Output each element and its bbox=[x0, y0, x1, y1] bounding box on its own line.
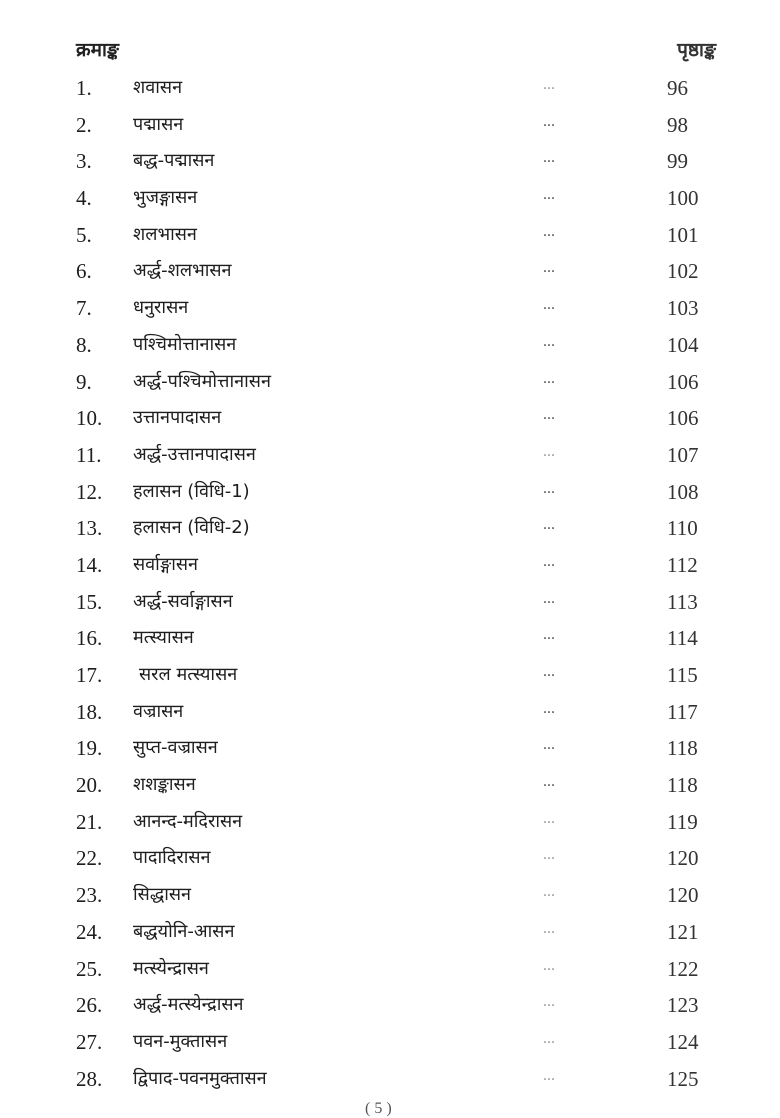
entry-page: 99 bbox=[667, 149, 688, 174]
entry-number: 26. bbox=[76, 993, 103, 1018]
leader-dots: ... bbox=[543, 479, 555, 497]
entry-number: 23. bbox=[76, 883, 103, 908]
entry-number: 17. bbox=[76, 663, 103, 687]
entry-number: 19. bbox=[76, 736, 103, 761]
entry-title: बद्धयोनि-आसन bbox=[133, 920, 235, 942]
entry-title: सरल मत्स्यासन bbox=[139, 664, 238, 685]
entry-title: उत्तानपादासन bbox=[133, 407, 222, 429]
entry-title: हलासन (विधि-1) bbox=[133, 480, 250, 502]
entry-page: 100 bbox=[667, 186, 699, 211]
leader-dots: ... bbox=[543, 773, 555, 791]
entry-page: 118 bbox=[667, 736, 698, 761]
toc-row bbox=[0, 951, 780, 988]
entry-page: 119 bbox=[667, 809, 698, 834]
leader-dots: ... bbox=[543, 809, 555, 827]
entry-title: पद्मासन bbox=[133, 113, 184, 135]
entry-number: 15. bbox=[76, 589, 103, 614]
entry-number: 4. bbox=[76, 186, 92, 211]
leader-dots: ... bbox=[543, 76, 555, 93]
leader-dots: ... bbox=[543, 663, 555, 680]
entry-page: 113 bbox=[667, 589, 698, 614]
entry-number: 27. bbox=[76, 1029, 103, 1054]
entry-page: 102 bbox=[667, 259, 699, 284]
entry-number: 28. bbox=[76, 1066, 103, 1091]
entry-page: 120 bbox=[667, 883, 699, 908]
entry-title: आनन्द-मदिरासन bbox=[133, 810, 243, 832]
toc-row bbox=[0, 840, 780, 877]
leader-dots: ... bbox=[543, 222, 555, 240]
toc-row bbox=[0, 584, 780, 621]
leader-dots: ... bbox=[543, 736, 555, 754]
entry-number: 14. bbox=[76, 552, 103, 577]
leader-dots: ... bbox=[543, 846, 555, 864]
entry-title: शलभासन bbox=[133, 223, 197, 245]
entry-number: 21. bbox=[76, 809, 103, 834]
toc-row bbox=[0, 180, 780, 217]
entry-number: 8. bbox=[76, 332, 92, 357]
toc-row bbox=[0, 107, 780, 144]
entry-number: 6. bbox=[76, 259, 92, 284]
entry-number: 7. bbox=[76, 296, 92, 321]
entry-page: 106 bbox=[667, 406, 699, 431]
entry-number: 2. bbox=[76, 112, 92, 137]
entry-title: अर्द्ध-सर्वाङ्गासन bbox=[133, 590, 233, 612]
entry-number: 13. bbox=[76, 516, 103, 541]
entry-title: पश्चिमोत्तानासन bbox=[133, 333, 237, 355]
leader-dots: ... bbox=[543, 956, 555, 974]
entry-page: 107 bbox=[667, 442, 699, 467]
toc-row bbox=[0, 1024, 780, 1061]
toc-row bbox=[0, 327, 780, 364]
leader-dots: ... bbox=[543, 259, 555, 277]
leader-dots: ... bbox=[543, 1029, 555, 1047]
leader-dots: ... bbox=[543, 149, 555, 167]
entry-title: अर्द्ध-उत्तानपादासन bbox=[133, 443, 256, 465]
entry-page: 103 bbox=[667, 296, 699, 321]
toc-row bbox=[0, 694, 780, 731]
entry-page: 118 bbox=[667, 773, 698, 798]
entry-title: धनुरासन bbox=[133, 297, 189, 319]
entry-title: वज्रासन bbox=[133, 700, 184, 722]
entry-title: बद्ध-पद्मासन bbox=[133, 150, 215, 172]
table-of-contents bbox=[0, 70, 780, 1097]
entry-title: अर्द्ध-पश्चिमोत्तानासन bbox=[133, 370, 271, 392]
entry-number: 10. bbox=[76, 406, 103, 431]
entry-title: अर्द्ध-शलभासन bbox=[133, 260, 232, 282]
entry-number: 22. bbox=[76, 846, 103, 871]
entry-title: हलासन (विधि-2) bbox=[133, 517, 250, 539]
entry-page: 115 bbox=[667, 663, 698, 687]
entry-page: 124 bbox=[667, 1029, 699, 1054]
toc-row bbox=[0, 217, 780, 254]
page-number-footer: ( 5 ) bbox=[365, 1100, 392, 1117]
toc-row bbox=[0, 804, 780, 841]
toc-row bbox=[0, 143, 780, 180]
toc-row bbox=[0, 547, 780, 584]
toc-row bbox=[0, 914, 780, 951]
entry-page: 104 bbox=[667, 332, 699, 357]
entry-page: 125 bbox=[667, 1066, 699, 1091]
leader-dots: ... bbox=[543, 406, 555, 424]
toc-row bbox=[0, 657, 780, 694]
leader-dots: ... bbox=[543, 919, 555, 937]
entry-title: मत्स्यासन bbox=[133, 627, 194, 649]
entry-number: 24. bbox=[76, 919, 103, 944]
entry-title: पवन-मुक्तासन bbox=[133, 1030, 228, 1052]
leader-dots: ... bbox=[543, 112, 555, 130]
toc-row bbox=[0, 730, 780, 767]
entry-title: सिद्धासन bbox=[133, 884, 192, 906]
page-column-heading: पृष्ठाङ्क bbox=[677, 39, 716, 61]
entry-title: द्विपाद-पवनमुक्तासन bbox=[133, 1067, 267, 1089]
entry-number: 12. bbox=[76, 479, 103, 504]
entry-page: 114 bbox=[667, 626, 698, 651]
entry-number: 18. bbox=[76, 699, 103, 724]
toc-row bbox=[0, 474, 780, 511]
leader-dots: ... bbox=[543, 589, 555, 607]
entry-title: शशङ्कासन bbox=[133, 774, 196, 796]
entry-page: 123 bbox=[667, 993, 699, 1018]
entry-number: 20. bbox=[76, 773, 103, 798]
toc-row bbox=[0, 767, 780, 804]
toc-row bbox=[0, 400, 780, 437]
toc-row bbox=[0, 620, 780, 657]
toc-row bbox=[0, 437, 780, 474]
entry-title: भुजङ्गासन bbox=[133, 187, 198, 209]
leader-dots: ... bbox=[543, 883, 555, 901]
leader-dots: ... bbox=[543, 516, 555, 534]
entry-number: 3. bbox=[76, 149, 92, 174]
entry-number: 11. bbox=[76, 442, 102, 467]
entry-page: 106 bbox=[667, 369, 699, 394]
entry-title: मत्स्येन्द्रासन bbox=[133, 957, 209, 979]
entry-page: 122 bbox=[667, 956, 699, 981]
entry-number: 5. bbox=[76, 222, 92, 247]
entry-page: 110 bbox=[667, 516, 698, 541]
entry-page: 112 bbox=[667, 552, 698, 577]
entry-title: अर्द्ध-मत्स्येन्द्रासन bbox=[133, 994, 244, 1016]
entry-title: पादादिरासन bbox=[133, 847, 211, 869]
leader-dots: ... bbox=[543, 442, 555, 460]
entry-title: सुप्त-वज्रासन bbox=[133, 737, 218, 759]
toc-row bbox=[0, 364, 780, 401]
entry-page: 98 bbox=[667, 112, 688, 137]
entry-page: 120 bbox=[667, 846, 699, 871]
entry-number: 16. bbox=[76, 626, 103, 651]
entry-page: 108 bbox=[667, 479, 699, 504]
toc-row bbox=[0, 253, 780, 290]
entry-number: 1. bbox=[76, 76, 92, 100]
leader-dots: ... bbox=[543, 186, 555, 204]
toc-header bbox=[74, 34, 724, 68]
toc-row bbox=[0, 1061, 780, 1098]
leader-dots: ... bbox=[543, 552, 555, 570]
leader-dots: ... bbox=[543, 369, 555, 387]
leader-dots: ... bbox=[543, 699, 555, 717]
entry-number: 25. bbox=[76, 956, 103, 981]
leader-dots: ... bbox=[543, 332, 555, 350]
leader-dots: ... bbox=[543, 296, 555, 314]
leader-dots: ... bbox=[543, 993, 555, 1011]
entry-title: सर्वाङ्गासन bbox=[133, 553, 199, 575]
leader-dots: ... bbox=[543, 1066, 555, 1084]
entry-page: 121 bbox=[667, 919, 699, 944]
entry-page: 101 bbox=[667, 222, 699, 247]
entry-number: 9. bbox=[76, 369, 92, 394]
toc-row bbox=[0, 290, 780, 327]
leader-dots: ... bbox=[543, 626, 555, 644]
serial-column-heading: क्रमाङ्क bbox=[76, 39, 119, 61]
entry-page: 96 bbox=[667, 76, 688, 100]
toc-row bbox=[0, 70, 780, 107]
toc-row bbox=[0, 510, 780, 547]
entry-page: 117 bbox=[667, 699, 698, 724]
toc-row bbox=[0, 877, 780, 914]
entry-title: शवासन bbox=[133, 77, 183, 98]
toc-row bbox=[0, 987, 780, 1024]
